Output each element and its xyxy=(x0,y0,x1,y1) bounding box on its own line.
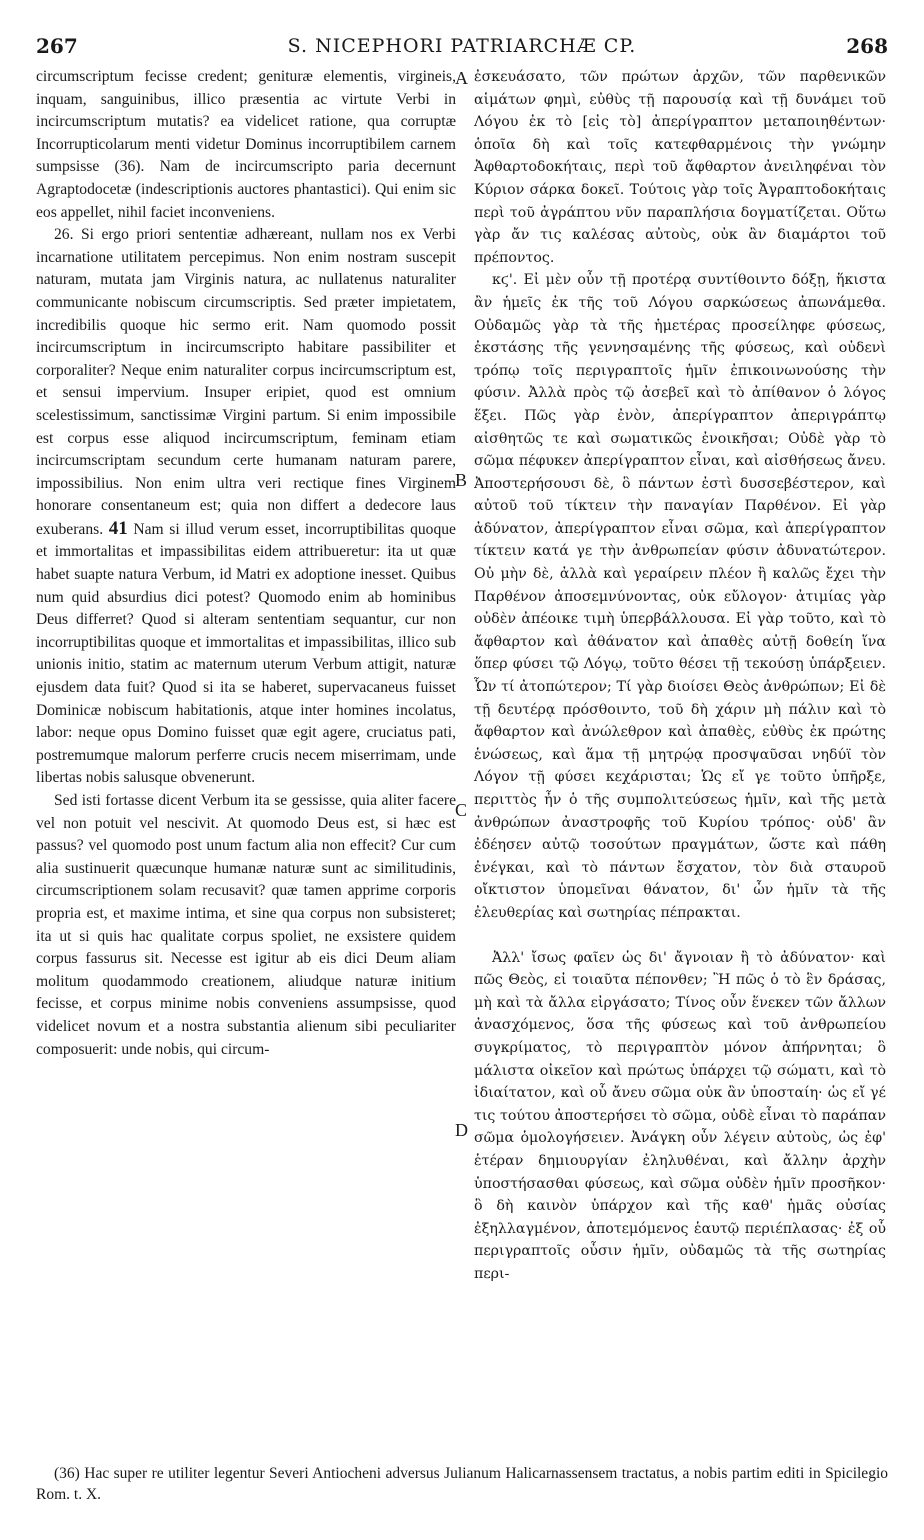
latin-text: 26. Si ergo priori sententiæ adhæreant, nullam nos ex Verbi incarnatione utilitatem percepimus. Non enim nostram suscepit naturam, mutata jam Virginis natura, ac nullatenus naturaliter communicante nobiscum circumscriptis. Sed præter impietatem, incredibilis quoque hic sermo erit. Nam quomodo possit incircumscriptum in incircumscripto habitare passibiliter et corporaliter? Neque enim naturaliter corpus incircumscriptum est, et sensui impervium. Insuper eripiet, quod est omnium scelestissimum, sanctissimæ Virgini partum. Si enim impossibile est corpus esse aliquod incircumscriptum, feminam etiam incircumscriptam secundum certe humanam naturam parere, impossibilius. Non enim ultra veri rectique fines Virginem honorare consentaneum est; quia non differt a dedecore laus exuberans. xyxy=(36,226,456,538)
running-title: S. NICEPHORI PATRIARCHÆ CP. xyxy=(287,35,637,57)
page-number-right: 268 xyxy=(846,34,888,58)
column-marker-c: C xyxy=(455,800,468,820)
latin-column xyxy=(36,66,456,1061)
latin-paragraph xyxy=(36,224,456,790)
page-header xyxy=(36,34,888,62)
column-marker-d: D xyxy=(455,1120,468,1140)
greek-column xyxy=(474,66,886,1285)
footnote-text: (36) Hac super re utiliter legentur Severi Antiocheni adversus Julianum Halicarnassensem tractatus, a nobis partim editi in Spicilegio Rom. t. X. xyxy=(36,1465,888,1503)
migne-column-number: 41 xyxy=(108,517,128,539)
footnote xyxy=(36,1463,888,1505)
page-number-left: 267 xyxy=(36,34,78,58)
column-marker-a: A xyxy=(455,68,468,88)
latin-paragraph: circumscriptum fecisse credent; genituræ elementis, virgineis, inquam, sanguinibus, illico præsentia ac virtute Verbi in incircumscriptum mutatis? ea videlicet ratione, qua corruptæ Incorrupticolarum menti videtur Dominus incorruptibilem carnem sumpsisse (36). Nam de incircumscripto paria decernunt Agraptodocetæ (indescriptionis auctores phantastici). Qui enim sic eos appellet, nihil faciet inconveniens. xyxy=(36,68,456,221)
latin-text: Nam si illud verum esset, incorruptibilitas quoque et immortalitas et impassibilitas eidem attribueretur: ita ut quæ habet suapte natura Verbum, id Matri ex adoptione inesset. Quibus num quid absurdius dici potest? Quomodo enim ab hominibus Deus differret? Quod si alteram sententiam sequantur, cur non incorruptibilitas quoque et immortalitas et impassibilitas, illico sub unionis initio, statim ac maternum uterum Verbum attigit, naturæ ejusdem data fuit? Quod si ita se haberet, supervacaneus fuisset Dominicæ nobiscum habitationis, atque inter homines incolatus, labor: neque opus Domino fuisset quæ egit agere, cruciatus pati, postremumque malorum perferre crucis necem miserrimam, unde libertas nobis salusque obvenerunt. xyxy=(36,520,456,787)
greek-paragraph: ἐσκευάσατο, τῶν πρώτων ἀρχῶν, τῶν παρθενικῶν αἱμάτων φημὶ, εὐθὺς τῇ παρουσίᾳ καὶ τῇ δυνάμει τοῦ Λόγου ἐκ τὸ [εἰς τὸ] ἀπερίγραπτον μεταποιηθέντων· ὁποῖα δὴ καὶ τοῖς κατεφθαρμένοις τὴν γνώμην Ἀφθαρτοδοκήταις, περὶ τοῦ ἄφθαρτον ἀνειληφέναι τὸν Κύριον σάρκα δοκεῖ. Τούτοις γὰρ τοῖς Ἀγραπτοδοκήταις περὶ τοῦ ἀγράπτου νῦν παραπλήσια δογματίζεται. Οὕτω γὰρ ἄν τις καλέσας αὐτοὺς, οὐκ ἂν διαμάρτοι τοῦ πρέποντος. xyxy=(474,69,886,266)
column-marker-b: B xyxy=(455,470,468,490)
greek-paragraph: Ἀλλ' ἴσως φαῖεν ὡς δι' ἄγνοιαν ἢ τὸ ἀδύνατον· καὶ πῶς Θεὸς, εἰ τοιαῦτα πέπονθεν; Ἢ πῶς ὁ τὸ ἓν δράσας, μὴ καὶ τὰ ἄλλα εἰργάσατο; Τίνος οὖν ἕνεκεν τῶν ἄλλων ἀνασχόμενος, ὅσα τῆς φύσεως καὶ τοῦ ἀνθρωπείου συγκρίματος, τὸ περιγραπτὸν μόνον ἀπήρνηται; ὃ μάλιστα οἰκεῖον καὶ πρώτως ὑπάρχει τῷ σώματι, καὶ τὸ ἰδιαίτατον, καὶ οὗ ἄνευ σῶμα οὐκ ἂν ὑποσταίη· ὡς εἴ γέ τις τούτου ἀποστερήσει τὸ σῶμα, οὐδὲ εἶναι τὸ παράπαν σῶμα ὁμολογήσειεν. Ἀνάγκη οὖν λέγειν αὐτοὺς, ὡς ἐφ' ἑτέραν δημιουργίαν ἐληλυθέναι, καὶ ἄλλην ἀρχὴν ὑποστήσασθαι φύσεως, καὶ σῶμα οὐδὲν ἡμῖν προσῆκον· ὃ δὴ καινὸν ὑπάρχον καὶ τῆς καθ' ἡμᾶς οὐσίας ἐξηλλαγμένον, ἀποτεμόμενος ἑαυτῷ περιέπλασας· ἐξ οὗ περιγραπτοῖς οὖσιν ἡμῖν, οὐδαμῶς τὰ τῆς σωτηρίας περι- xyxy=(474,949,886,1282)
latin-paragraph: Sed isti fortasse dicent Verbum ita se gessisse, quia aliter facere vel non potuit vel nescivit. At quomodo Deus est, si hæc est passus? vel quomodo post unum factum alia non effecit? Cur cum alia sustinuerit quæcunque humanæ naturæ sunt ac similitudinis, circumscriptionem solam recusavit? quæ tamen apprime corporis propria est, et maxime intima, et sine qua corpus non subsisteret; ita ut si quis hac qualitate corpus spoliet, ne exsistere quidem corpus fassurus sit. Necesse est igitur ab eis dici Deum aliam molitum quodammodo creationem, aliudque naturæ initium fecisse, et corpus minime nobis conveniens assumpsisse, quod videlicet novum et a nostra substantia alienum sibi peculiariter composuerit: unde nobis, qui circum- xyxy=(36,792,456,1058)
greek-paragraph: κϛ'. Εἰ μὲν οὖν τῇ προτέρᾳ συντίθοιντο δόξῃ, ἥκιστα ἂν ἡμεῖς ἐκ τῆς τοῦ Λόγου σαρκώσεως ἀπωνάμεθα. Οὐδαμῶς γὰρ τὰ τῆς ἡμετέρας προσείληφε φύσεως, ἐκστάσης τῆς γεννησαμένης τῆς φύσεως, καὶ οὐδενὶ τρόπῳ τοῖς περιγραπτοῖς ἡμῖν ἐπικοινωνούσης τὴν φύσιν. Ἀλλὰ πρὸς τῷ ἀσεβεῖ καὶ τὸ ἀπίθανον ὁ λόγος ἕξει. Πῶς γὰρ ἐνὸν, ἀπερίγραπτον ἀπεριγράπτῳ αἰσθητῶς τε καὶ σωματικῶς ἐνοικῆσαι; Οὐδὲ γὰρ τὸ σῶμα πέφυκεν ἀπερίγραπτον εἶναι, καὶ αἰσθήσεως ἄνευ. Ἀποστερήσουσι δὲ, ὃ πάντων ἐστὶ δυσσεβέστερον, καὶ αὐτοῦ τοῦ τίκτειν τὴν παναγίαν Παρθένον. Εἰ γὰρ ἀδύνατον, ἀπερίγραπτον εἶναι σῶμα, καὶ ἀπερίγραπτον τίκτειν κατά γε τὴν ἀνθρωπείαν φύσιν ἀδυνατώτερον. Οὐ μὴν δὲ, ἀλλὰ καὶ γεραίρειν πλέον ἢ καλῶς ἔχει τὴν Παρθένον ἀποσεμνύνοντας, οὐκ εὔλογον· ἀτιμίας γὰρ οὐδὲν ἀπέοικε τιμὴ ὑπερβάλλουσα. Εἰ γὰρ τοῦτο, καὶ τὸ ἄφθαρτον καὶ ἀθάνατον καὶ ἀπαθὲς αὐτῇ δοθείη ἵνα ὅπερ φύσει τῷ Λόγῳ, τοῦτο θέσει τῇ τεκούσῃ ὑπάρξειεν. Ὧν τί ἀτοπώτερον; Τί γὰρ διοίσει Θεὸς ἀνθρώπων; Εἰ δὲ τῇ δευτέρᾳ πρόσθοιντο, τοῦ δὴ χάριν μὴ πάλιν καὶ τὸ ἄφθαρτον καὶ ἀνώλεθρον καὶ ἀπαθὲς, εὐθὺς ἐκ πρώτης ἑνώσεως, καὶ ἅμα τῇ μητρῴᾳ προσψαῦσαι νηδύϊ τὸν Λόγον τῇ φύσει κεχάρισται; Ὡς εἴ γε τοῦτο ὑπῆρξε, περιττὸς ἦν ὁ τῆς συμπολιτεύσεως ἡμῖν, καὶ τῆς μετὰ ἀνθρώπων ἀναστροφῆς τοῦ Κυρίου τρόπος· οὐδ' ἂν ἐδέησεν αὐτῷ τοσούτων πραγμάτων, ὥστε καὶ πάθη ἐνέγκαι, καὶ τὸ πάντων ἔσχατον, τὸν διὰ σταυροῦ οἴκτιστον ὑπομεῖναι θάνατον, δι' ὧν ἡμῖν τὰ τῆς ἐλευθερίας καὶ σωτηρίας πέπρακται. xyxy=(474,272,886,921)
